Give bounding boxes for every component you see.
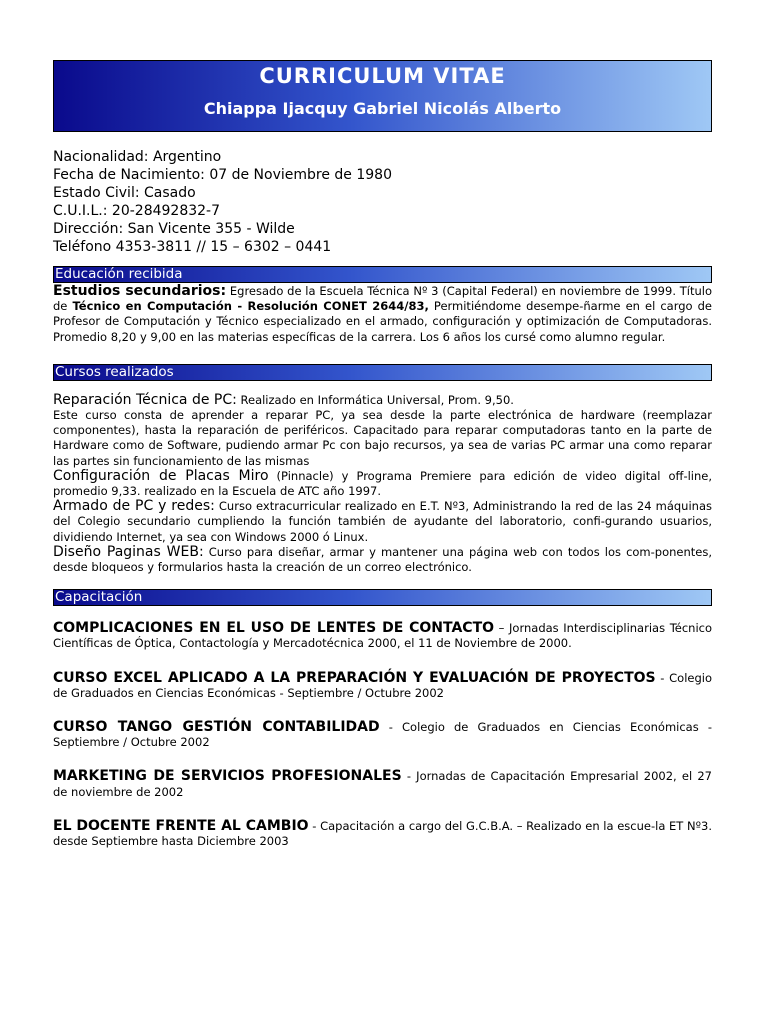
nationality: Nacionalidad: Argentino [53, 149, 222, 165]
candidate-name: Chiappa Ijacquy Gabriel Nicolás Alberto [203, 99, 562, 118]
course-text: Realizado en Informática Universal, Prom. 9,50. [236, 392, 514, 407]
course-detail: Este curso consta de aprender a reparar PC, ya sea desde la parte electrónica de hardware (reemplazar componentes), hasta la reparación de periféricos. Capacitado para reparar computadoras tanto en la parte de Hardware como de Software, pudiendo armar Pc con bajo recursos, ya sea de varias PC armar una como reparar las partes sin funcionamiento de las mismas [53, 408, 712, 468]
training-title: CURSO EXCEL APLICADO A LA PREPARACIÓN Y EVALUACIÓN DE PROYECTOS [53, 669, 656, 686]
course-text: Curso extracurricular realizado en E.T. Nº3, Administrando la red de las 24 máquinas del Colegio secundario cumpliendo la función también de ayudante del laboratorio, confi-gurando usuarios, dividiendo Internet, ya sea con Windows 2000 ó Linux. [53, 499, 712, 544]
course-lead: Reparación Técnica de PC: [53, 391, 237, 408]
cuil: C.U.I.L.: 20-28492832-7 [53, 203, 221, 219]
training-title: CURSO TANGO GESTIÓN CONTABILIDAD [53, 719, 380, 736]
course-item [53, 469, 712, 499]
personal-info [53, 148, 712, 256]
course-item [53, 393, 712, 408]
course-text: (Pinnacle) y Programa Premiere para edición de video digital off-line, promedio 9,33. realizado en la Escuela de ATC año 1997. [53, 468, 712, 499]
training-text: – Jornadas Interdisciplinarias Técnico Científicas de Óptica, Contactología y Mercadotécnica 2000, el 11 de Noviembre de 2000. [53, 621, 713, 651]
course-item [53, 545, 712, 575]
training-item [53, 769, 712, 799]
training-item [53, 819, 712, 849]
course-lead: Diseño Paginas WEB: [53, 543, 204, 560]
course-text: Curso para diseñar, armar y mantener una página web con todos los com-ponentes, desde bloqueos y formularios hasta la creación de un correo electrónico. [53, 544, 712, 575]
course-item [53, 499, 712, 545]
training-item [53, 621, 712, 651]
training-title: MARKETING DE SERVICIOS PROFESIONALES [53, 768, 402, 785]
courses-heading: Cursos realizados [53, 364, 712, 381]
training-text: - Colegio de Graduados en Ciencias Económicas - Septiembre / Octubre 2002 [53, 670, 712, 700]
phone: Teléfono 4353-3811 // 15 – 6302 – 0441 [53, 239, 332, 255]
education-degree: Técnico en Computación - Resolución CONET 2644/83, [72, 299, 429, 314]
education-text-1: Egresado de la Escuela Técnica Nº 3 (Capital Federal) en noviembre de 1999. Título de [53, 284, 712, 314]
course-lead: Configuración de Placas Miro [53, 467, 269, 484]
civil-status: Estado Civil: Casado [53, 185, 196, 201]
training-item [53, 671, 712, 701]
training-text: - Colegio de Graduados en Ciencias Económicas - Septiembre / Octubre 2002 [53, 720, 712, 750]
training-item [53, 720, 712, 750]
training-text: - Jornadas de Capacitación Empresarial 2002, el 27 de noviembre de 2002 [53, 769, 712, 799]
training-text: - Capacitación a cargo del G.C.B.A. – Realizado en la escue-la ET Nº3. desde Septiembre hasta Diciembre 2003 [53, 818, 712, 849]
education-lead: Estudios secundarios: [53, 283, 227, 299]
cv-title: CURRICULUM VITAE [259, 64, 506, 88]
training-title: EL DOCENTE FRENTE AL CAMBIO [53, 817, 309, 834]
course-lead: Armado de PC y redes: [53, 498, 215, 515]
training-title: COMPLICACIONES EN EL USO DE LENTES DE CONTACTO [53, 620, 495, 637]
training-heading: Capacitación [53, 589, 712, 606]
education-heading: Educación recibida [53, 266, 712, 283]
cv-header [53, 60, 712, 132]
address: Dirección: San Vicente 355 - Wilde [53, 221, 295, 237]
education-paragraph [53, 284, 712, 345]
cv-page [53, 60, 712, 849]
birth-date: Fecha de Nacimiento: 07 de Noviembre de 1980 [53, 167, 392, 183]
education-text-2: Permitiéndome desempe-ñarme en el cargo de Profesor de Computación y Técnico especializado en el armado, configuración y optimización de Computadoras. Promedio 8,20 y 9,00 en las materias específicas de la carrera. Los 6 años los cursé como alumno regular. [53, 299, 713, 344]
